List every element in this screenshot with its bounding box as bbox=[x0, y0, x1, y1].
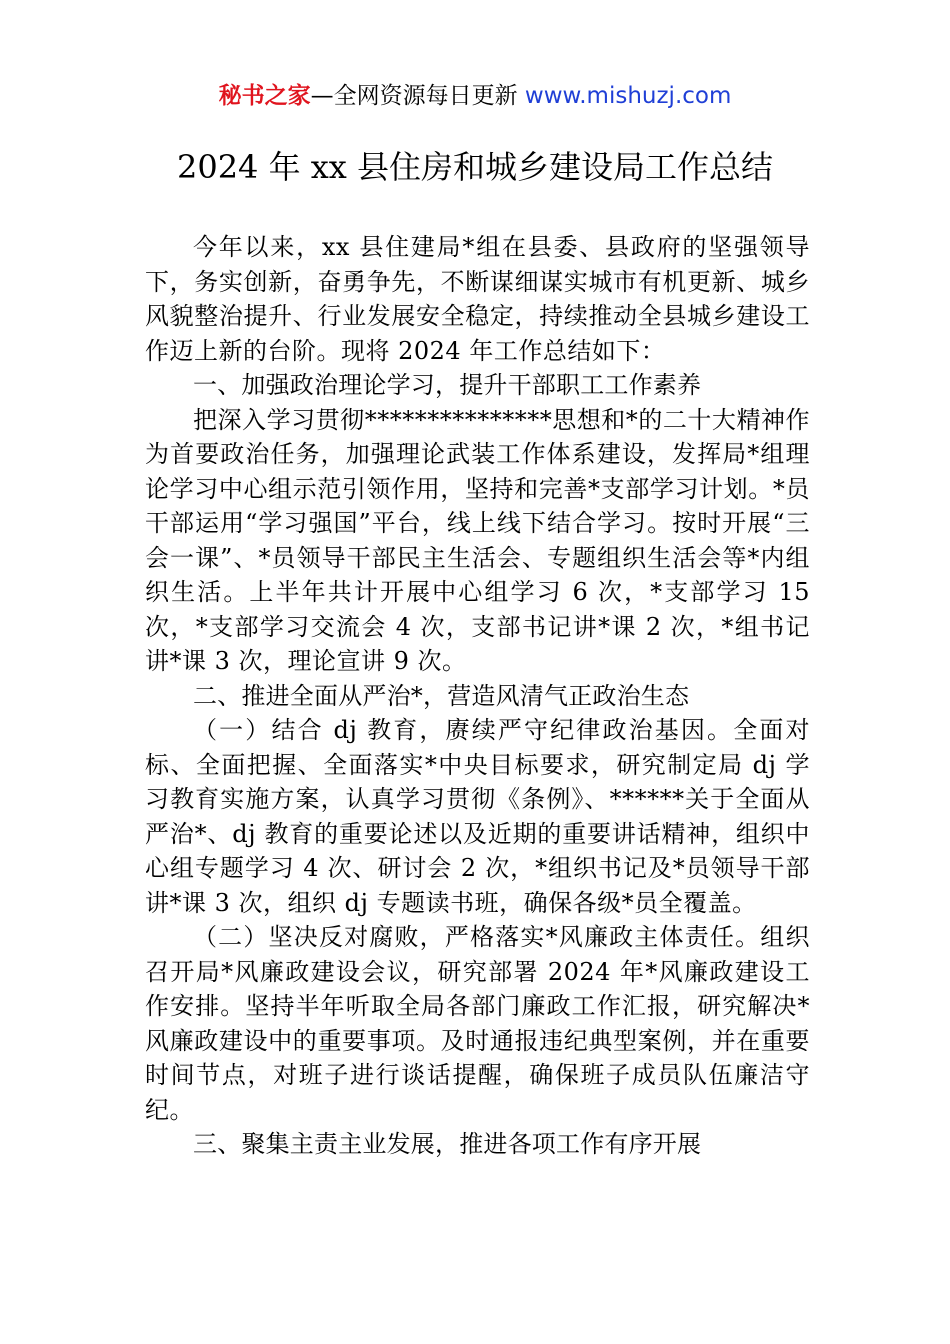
site-header bbox=[0, 80, 950, 112]
body-paragraph: （一）结合 dj 教育，赓续严守纪律政治基因。全面对标、全面把握、全面落实*中央目标要求，研究制定局 dj 学习教育实施方案，认真学习贯彻《条例》、******关于全面从严治*、dj 教育的重要论述以及近期的重要讲话精神，组织中心组专题学习 4 次、研讨会 2 次，*组织书记及*员领导干部讲*课 3 次，组织 dj 专题读书班，确保各级*员全覆盖。 bbox=[145, 716, 810, 917]
section-heading-1: 一、加强政治理论学习，提升干部职工工作素养 bbox=[193, 371, 702, 399]
document-body bbox=[145, 230, 810, 1162]
site-url-link[interactable]: www.mishuzj.com bbox=[524, 83, 732, 109]
body-paragraph: （二）坚决反对腐败，严格落实*风廉政主体责任。组织召开局*风廉政建设会议，研究部署 2024 年*风廉政建设工作安排。坚持半年听取全局各部门廉政工作汇报，研究解决*风廉政建设中的重要事项。及时通报违纪典型案例，并在重要时间节点，对班子进行谈话提醒，确保班子成员队伍廉洁守纪。 bbox=[145, 923, 810, 1124]
section-heading-2: 二、推进全面从严治*，营造风清气正政治生态 bbox=[193, 681, 690, 710]
document-title: 2024 年 xx 县住房和城乡建设局工作总结 bbox=[176, 148, 774, 186]
brand-name: 秘书之家 bbox=[218, 83, 311, 109]
intro-paragraph: 今年以来，xx 县住建局*组在县委、县政府的坚强领导下，务实创新，奋勇争先，不断谋细谋实城市有机更新、城乡风貌整治提升、行业发展安全稳定，持续推动全县城乡建设工作迈上新的台阶。现将 2024 年工作总结如下： bbox=[145, 233, 810, 365]
body-paragraph: 把深入学习贯彻***************思想和*的二十大精神作为首要政治任务，加强理论武装工作体系建设，发挥局*组理论学习中心组示范引领作用，坚持和完善*支部学习计划。*员干部运用“学习强国”平台，线上线下结合学习。按时开展“三会一课”、*员领导干部民主生活会、专题组织生活会等*内组织生活。上半年共计开展中心组学习 6 次，*支部学习 15 次，*支部学习交流会 4 次，支部书记讲*课 2 次，*组书记讲*课 3 次，理论宣讲 9 次。 bbox=[145, 405, 810, 675]
site-slogan: —全网资源每日更新 bbox=[310, 83, 525, 109]
section-heading-3: 三、聚集主责主业发展，推进各项工作有序开展 bbox=[193, 1130, 702, 1158]
